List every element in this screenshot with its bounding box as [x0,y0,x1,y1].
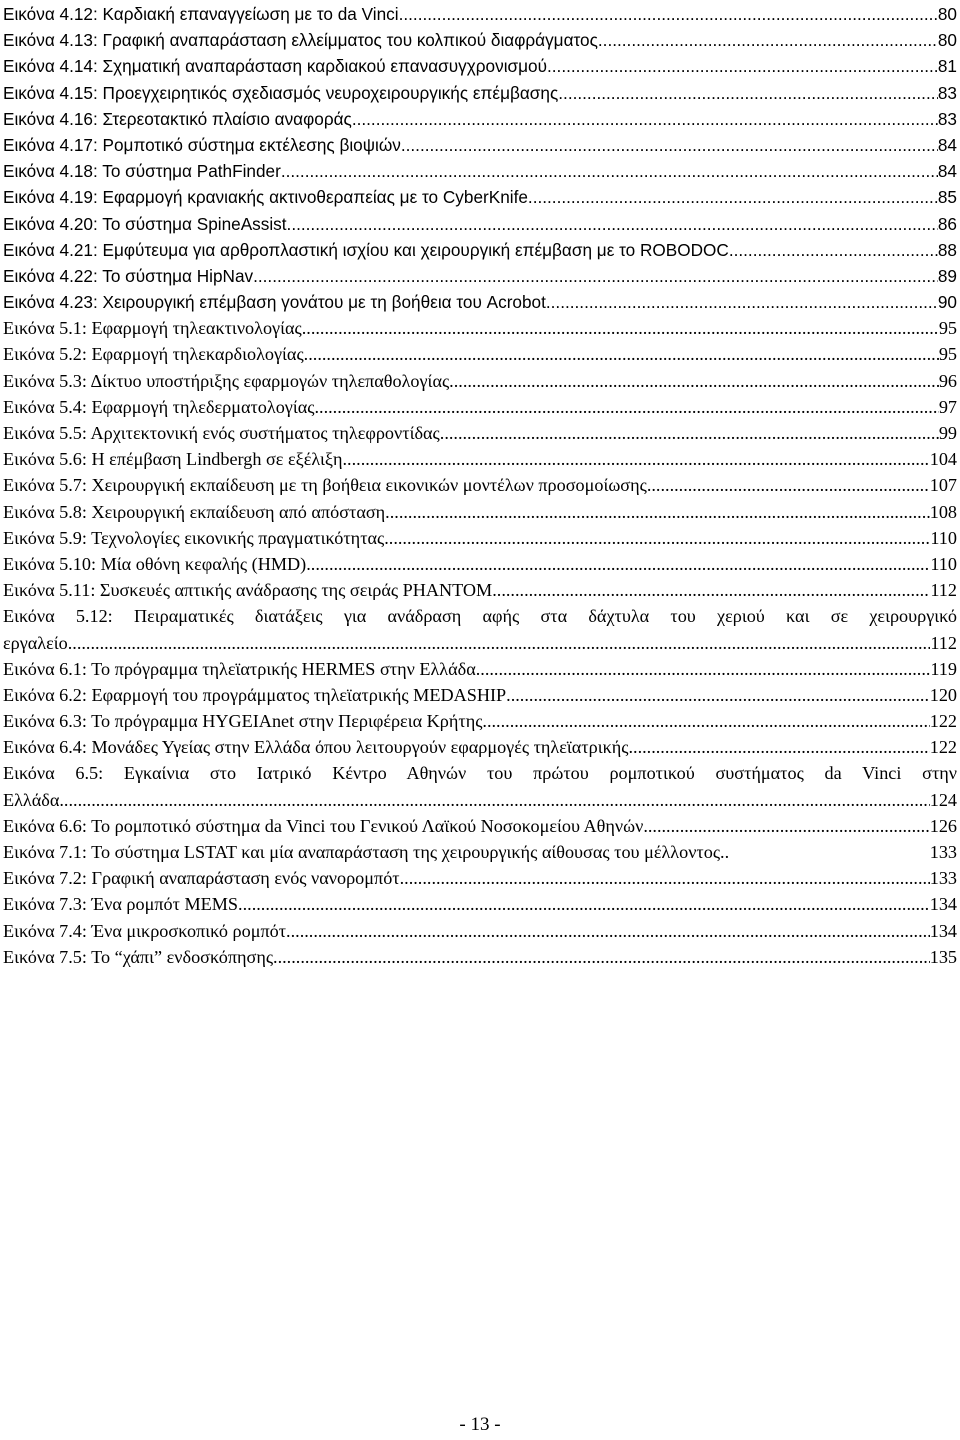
dot-leader [546,289,938,315]
toc-entry [3,1,957,27]
toc-entry-page: 133 [929,868,957,889]
toc-entry-title: Εικόνα 4.23: Χειρουργική επέμβαση γονάτου με τη βοήθεια του Acrobot [3,292,546,313]
toc-entry-title: Εικόνα 4.16: Στερεοτακτικό πλαίσιο αναφοράς [3,108,352,129]
toc-entry [3,394,957,420]
dot-leader [287,211,938,237]
toc-entry [3,839,957,865]
toc-entry-title: Εικόνα 4.12: Καρδιακή επαναγγείωση με το da Vinci [3,4,399,24]
toc-entry [3,80,957,106]
dot-leader [729,237,938,263]
dot-leader [385,499,930,525]
toc-entry [3,944,957,970]
toc-entry-title: εργαλείο [3,632,68,653]
toc-entry [3,211,957,237]
toc-entry-page: 104 [929,449,957,470]
toc-entry-page: 86 [937,213,957,234]
toc-entry-title: Εικόνα 5.1: Εφαρμογή τηλεακτινολογίας [3,318,302,339]
dot-leader [302,315,939,341]
toc-entry-title: Εικόνα 6.3: Το πρόγραμμα HYGEIAnet στην Περιφέρεια Κρήτης [3,711,483,732]
page-number: - 13 - [459,1414,501,1435]
toc-entry-page: 108 [929,501,957,522]
toc-entry-title: Εικόνα 4.22: Το σύστημα HipNav [3,265,254,286]
toc-entry-page: 83 [937,108,957,129]
toc-entry [3,315,957,341]
toc-entry-page: 107 [929,475,957,496]
dot-leader [68,630,931,656]
toc-entry-page: 124 [929,789,957,810]
toc-entry-title: Εικόνα 5.11: Συσκευές απτικής ανάδρασης της σειράς PHANTOM [3,580,493,601]
toc-entry-title: Εικόνα 7.1: Το σύστημα LSTAT και μία αναπαράσταση της χειρουργικής αίθουσας του μέλλοντος.. [3,842,730,862]
toc-entry-title: Εικόνα 7.5: Το “χάπι” ενδοσκόπησης [3,946,274,967]
toc-entry-page: 119 [930,658,957,679]
toc-entry-page: 133 [929,842,957,862]
toc-entry-page: 134 [929,894,957,915]
dot-leader [482,708,929,734]
toc-entry [3,787,957,813]
toc-entry-title: Εικόνα 4.19: Εφαρμογή κρανιακής ακτινοθεραπείας με το CyberKnife [3,187,528,208]
toc-entry [3,918,957,944]
toc-entry-page: 134 [929,920,957,941]
toc-entry [3,368,957,394]
toc-entry [3,27,957,53]
dot-leader [528,184,938,210]
toc-entry-page: 85 [937,187,957,208]
toc-entry-title: Εικόνα 5.6: Η επέμβαση Lindbergh σε εξέλιξη [3,449,343,470]
toc-entry-page: 81 [937,56,957,77]
toc-entry-page: 120 [929,684,957,705]
dot-leader [492,577,930,603]
dot-leader [598,27,938,53]
toc-entry-title: Εικόνα 7.3: Ένα ρομπότ MEMS [3,894,239,915]
toc-entry-title: Εικόνα 4.13: Γραφική αναπαράσταση ελλείμματος του κολπικού διαφράγματος [3,30,598,51]
toc-entry-title: Εικόνα 4.20: Το σύστημα SpineAssist [3,213,287,234]
toc-entry-title: Εικόνα 7.4: Ένα μικροσκοπικό ρομπότ [3,920,287,941]
dot-leader [547,53,938,79]
dot-leader [399,1,938,27]
toc-entry-page: 110 [930,553,957,574]
toc-entry-page: 84 [937,161,957,182]
dot-leader [476,656,931,682]
toc-entry-title: Ελλάδα [3,789,60,810]
toc-entry-page: 84 [937,134,957,155]
toc-entry-title: Εικόνα 6.6: Το ρομποτικό σύστημα da Vinci του Γενικού Λαϊκού Νοσοκομείου Αθηνών [3,815,644,836]
dot-leader [286,918,930,944]
toc-entry [3,630,957,656]
dot-leader [558,80,938,106]
dot-leader [273,944,930,970]
toc-entry-title: Εικόνα 5.7: Χειρουργική εκπαίδευση με τη βοήθεια εικονικών μοντέλων προσομοίωσης [3,475,647,496]
toc-entry [3,682,957,708]
toc-entry [3,289,957,315]
toc-entry-title: Εικόνα 5.3: Δίκτυο υποστήριξης εφαρμογών τηλεπαθολογίας [3,370,450,391]
toc-entry-title: Εικόνα 5.8: Χειρουργική εκπαίδευση από απόσταση [3,501,386,522]
toc-entry [3,53,957,79]
toc-entry [3,656,957,682]
toc-entry-page: 90 [937,292,957,313]
toc-entry-page: 99 [938,423,957,443]
toc-entry [3,237,957,263]
toc-entry-title: Εικόνα 6.4: Μονάδες Υγείας στην Ελλάδα όπου λειτουργούν εφαρμογές τηλεϊατρικής [3,737,629,758]
toc-entry [3,184,957,210]
toc-entry-page: 95 [938,344,957,365]
dot-leader [306,551,930,577]
toc-entry-title: Εικόνα 5.5: Αρχιτεκτονική ενός συστήματος τηλεφροντίδας [3,423,440,443]
toc-entry-title: Εικόνα 5.2: Εφαρμογή τηλεκαρδιολογίας [3,344,304,365]
toc-entry-first-line: Εικόνα 6.5: Εγκαίνια στο Ιατρικό Κέντρο Αθηνών του πρώτου ρομποτικού συστήματος da Vinci στην [3,763,957,784]
toc-entry-page: 95 [938,318,957,339]
toc-entry [3,106,957,132]
toc-entry-title: Εικόνα 6.1: Το πρόγραμμα τηλεϊατρικής HERMES στην Ελλάδα [3,658,476,679]
toc-entry-title: Εικόνα 5.9: Τεχνολογίες εικονικής πραγματικότητας [3,527,385,548]
dot-leader [628,734,929,760]
toc-entry [3,446,957,472]
toc-entry-title: Εικόνα 5.4: Εφαρμογή τηλεδερματολογίας [3,396,315,417]
toc-entry-page: 112 [930,632,957,653]
toc-entry [3,865,957,891]
toc-entry [3,525,957,551]
toc-entry-title: Εικόνα 4.14: Σχηματική αναπαράσταση καρδιακού επανασυγχρονισμού [3,56,547,77]
dot-leader [643,813,929,839]
dot-leader [440,420,939,446]
toc-entry-title: Εικόνα 4.17: Ρομποτικό σύστημα εκτέλεσης βιοψιών [3,134,401,155]
toc-entry [3,577,957,603]
toc-entry [3,813,957,839]
toc-entry [3,132,957,158]
dot-leader [449,368,939,394]
toc-entry [3,472,957,498]
toc-entry [3,551,957,577]
dot-leader [281,158,938,184]
dot-leader [314,394,938,420]
dot-leader [400,865,930,891]
toc-entry-page: 110 [930,527,957,548]
toc-entry-page: 135 [929,946,957,967]
toc-entry [3,734,957,760]
toc-entry-page: 97 [938,396,957,417]
toc-entry [3,341,957,367]
toc-entry-page: 126 [929,815,957,836]
dot-leader [384,525,930,551]
toc-entry-first-line: Εικόνα 5.12: Πειραματικές διατάξεις για ανάδραση αφής στα δάχτυλα του χεριού και σε χειρουργικό [3,606,957,627]
toc-entry-page: 96 [938,370,957,391]
dot-leader [506,682,930,708]
toc-entry-title: Εικόνα 6.2: Εφαρμογή του προγράμματος τηλεϊατρικής MEDASHIP [3,684,507,705]
toc-entry-page: 88 [937,239,957,260]
toc-entry [3,420,957,446]
toc-entry [3,158,957,184]
toc-entry-page: 83 [937,82,957,103]
toc-entry-page: 122 [929,737,957,758]
dot-leader [304,341,939,367]
toc-entry-page: 80 [937,30,957,51]
toc-entry [3,891,957,917]
dot-leader [647,472,930,498]
toc-entry-title: Εικόνα 5.10: Μία οθόνη κεφαλής (HMD) [3,553,307,574]
toc-entry [3,499,957,525]
toc-entry [3,263,957,289]
toc-entry-page: 80 [937,4,957,24]
toc-entry-page: 89 [937,265,957,286]
toc-entry-title: Εικόνα 4.21: Εμφύτευμα για αρθροπλαστική ισχίου και χειρουργική επέμβαση με το ROBODOC [3,239,729,260]
dot-leader [238,891,930,917]
toc-entry-page: 112 [930,580,957,601]
dot-leader [401,132,938,158]
toc-entry-title: Εικόνα 4.15: Προεγχειρητικός σχεδιασμός νευροχειρουργικής επέμβασης [3,82,559,103]
toc-entry [3,708,957,734]
dot-leader [352,106,938,132]
list-of-figures [3,1,957,970]
toc-entry-title: Εικόνα 4.18: Το σύστημα PathFinder [3,161,281,182]
dot-leader [253,263,938,289]
dot-leader [343,446,930,472]
dot-leader [59,787,929,813]
toc-entry-title: Εικόνα 7.2: Γραφική αναπαράσταση ενός νανορομπότ [3,868,400,889]
toc-entry-page: 122 [929,711,957,732]
